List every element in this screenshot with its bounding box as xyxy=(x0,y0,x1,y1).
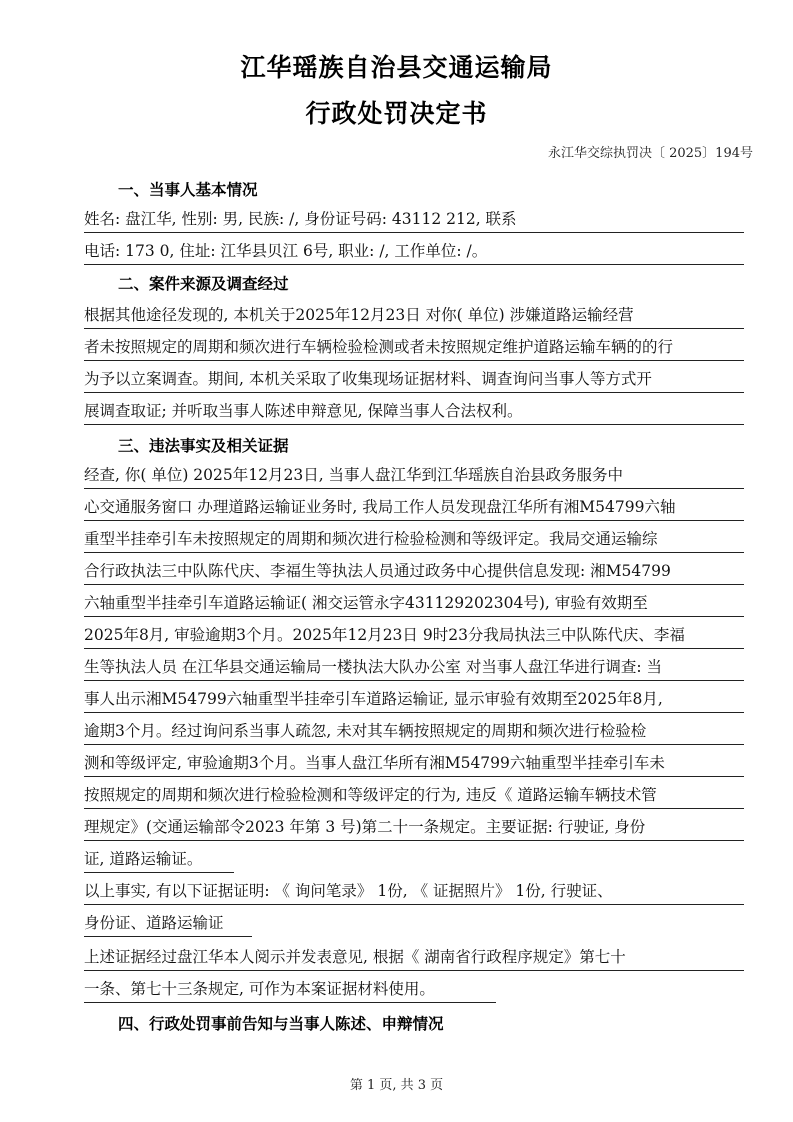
paragraph-line: 展调查取证; 并听取当事人陈述申辩意见, 保障当事人合法权利。 xyxy=(84,398,744,425)
paragraph-line: 合行政执法三中队陈代庆、李福生等执法人员通过政务中心提供信息发现: 湘M54799 xyxy=(84,558,744,585)
document-title-line1: 江华瑶族自治县交通运输局 xyxy=(240,53,553,82)
paragraph-line: 按照规定的周期和频次进行检验检测和等级评定的行为, 违反《 道路运输车辆技术管 xyxy=(84,782,744,809)
section-1-heading: 一、当事人基本情况 xyxy=(118,181,258,199)
paragraph-line: 为予以立案调查。期间, 本机关采取了收集现场证据材料、调查询问当事人等方式开 xyxy=(84,366,744,393)
paragraph-line: 证, 道路运输证。 xyxy=(84,846,234,873)
paragraph-line: 六轴重型半挂牵引车道路运输证( 湘交运管永字431129202304号), 审验有效期至 xyxy=(84,590,744,617)
paragraph-line: 理规定》(交通运输部令2023 年第 3 号)第二十一条规定。主要证据: 行驶证, 身份 xyxy=(84,814,744,841)
document-title-line2: 行政处罚决定书 xyxy=(305,99,488,128)
paragraph-line: 心交通服务窗口 办理道路运输证业务时, 我局工作人员发现盘江华所有湘M54799六轴 xyxy=(84,494,744,521)
section-4-heading: 四、行政处罚事前告知与当事人陈述、申辩情况 xyxy=(118,1015,444,1033)
paragraph-line: 身份证、道路运输证 xyxy=(84,910,252,937)
paragraph-line: 经查, 你( 单位) 2025年12月23日, 当事人盘江华到江华瑶族自治县政务服务中 xyxy=(84,462,744,489)
paragraph-line: 者未按照规定的周期和频次进行车辆检验检测或者未按照规定维护道路运输车辆的的行 xyxy=(84,334,744,361)
paragraph-line: 根据其他途径发现的, 本机关于2025年12月23日 对你( 单位) 涉嫌道路运输经营 xyxy=(84,302,744,329)
paragraph-line: 一条、第七十三条规定, 可作为本案证据材料使用。 xyxy=(84,976,496,1003)
section-2-heading: 二、案件来源及调查经过 xyxy=(118,275,289,293)
paragraph-line: 测和等级评定, 审验逾期3个月。当事人盘江华所有湘M54799六轴重型半挂牵引车未 xyxy=(84,750,744,777)
paragraph-line: 生等执法人员 在江华县交通运输局一楼执法大队办公室 对当事人盘江华进行调查: 当 xyxy=(84,654,744,681)
page-footer: 第 1 页, 共 3 页 xyxy=(349,1078,444,1093)
paragraph-line: 电话: 173 0, 住址: 江华县贝江 6号, 职业: /, 工作单位: /。 xyxy=(84,238,744,265)
paragraph-line: 事人出示湘M54799六轴重型半挂牵引车道路运输证, 显示审验有效期至2025年8月, xyxy=(84,686,744,713)
paragraph-line: 以上事实, 有以下证据证明: 《 询问笔录》 1份, 《 证据照片》 1份, 行驶证、 xyxy=(84,878,744,905)
paragraph-line: 上述证据经过盘江华本人阅示并发表意见, 根据《 湖南省行政程序规定》第七十 xyxy=(84,944,744,971)
paragraph-line: 姓名: 盘江华, 性别: 男, 民族: /, 身份证号码: 43112 212, 联系 xyxy=(84,206,744,233)
document-number: 永江华交综执罚决〔 2025〕194号 xyxy=(547,146,753,161)
paragraph-line: 2025年8月, 审验逾期3个月。2025年12月23日 9时23分我局执法三中队陈代庆、李福 xyxy=(84,622,744,649)
paragraph-line: 重型半挂牵引车未按照规定的周期和频次进行检验检测和等级评定。我局交通运输综 xyxy=(84,526,744,553)
paragraph-line: 逾期3个月。经过询问系当事人疏忽, 未对其车辆按照规定的周期和频次进行检验检 xyxy=(84,718,744,745)
section-3-heading: 三、违法事实及相关证据 xyxy=(118,437,289,455)
